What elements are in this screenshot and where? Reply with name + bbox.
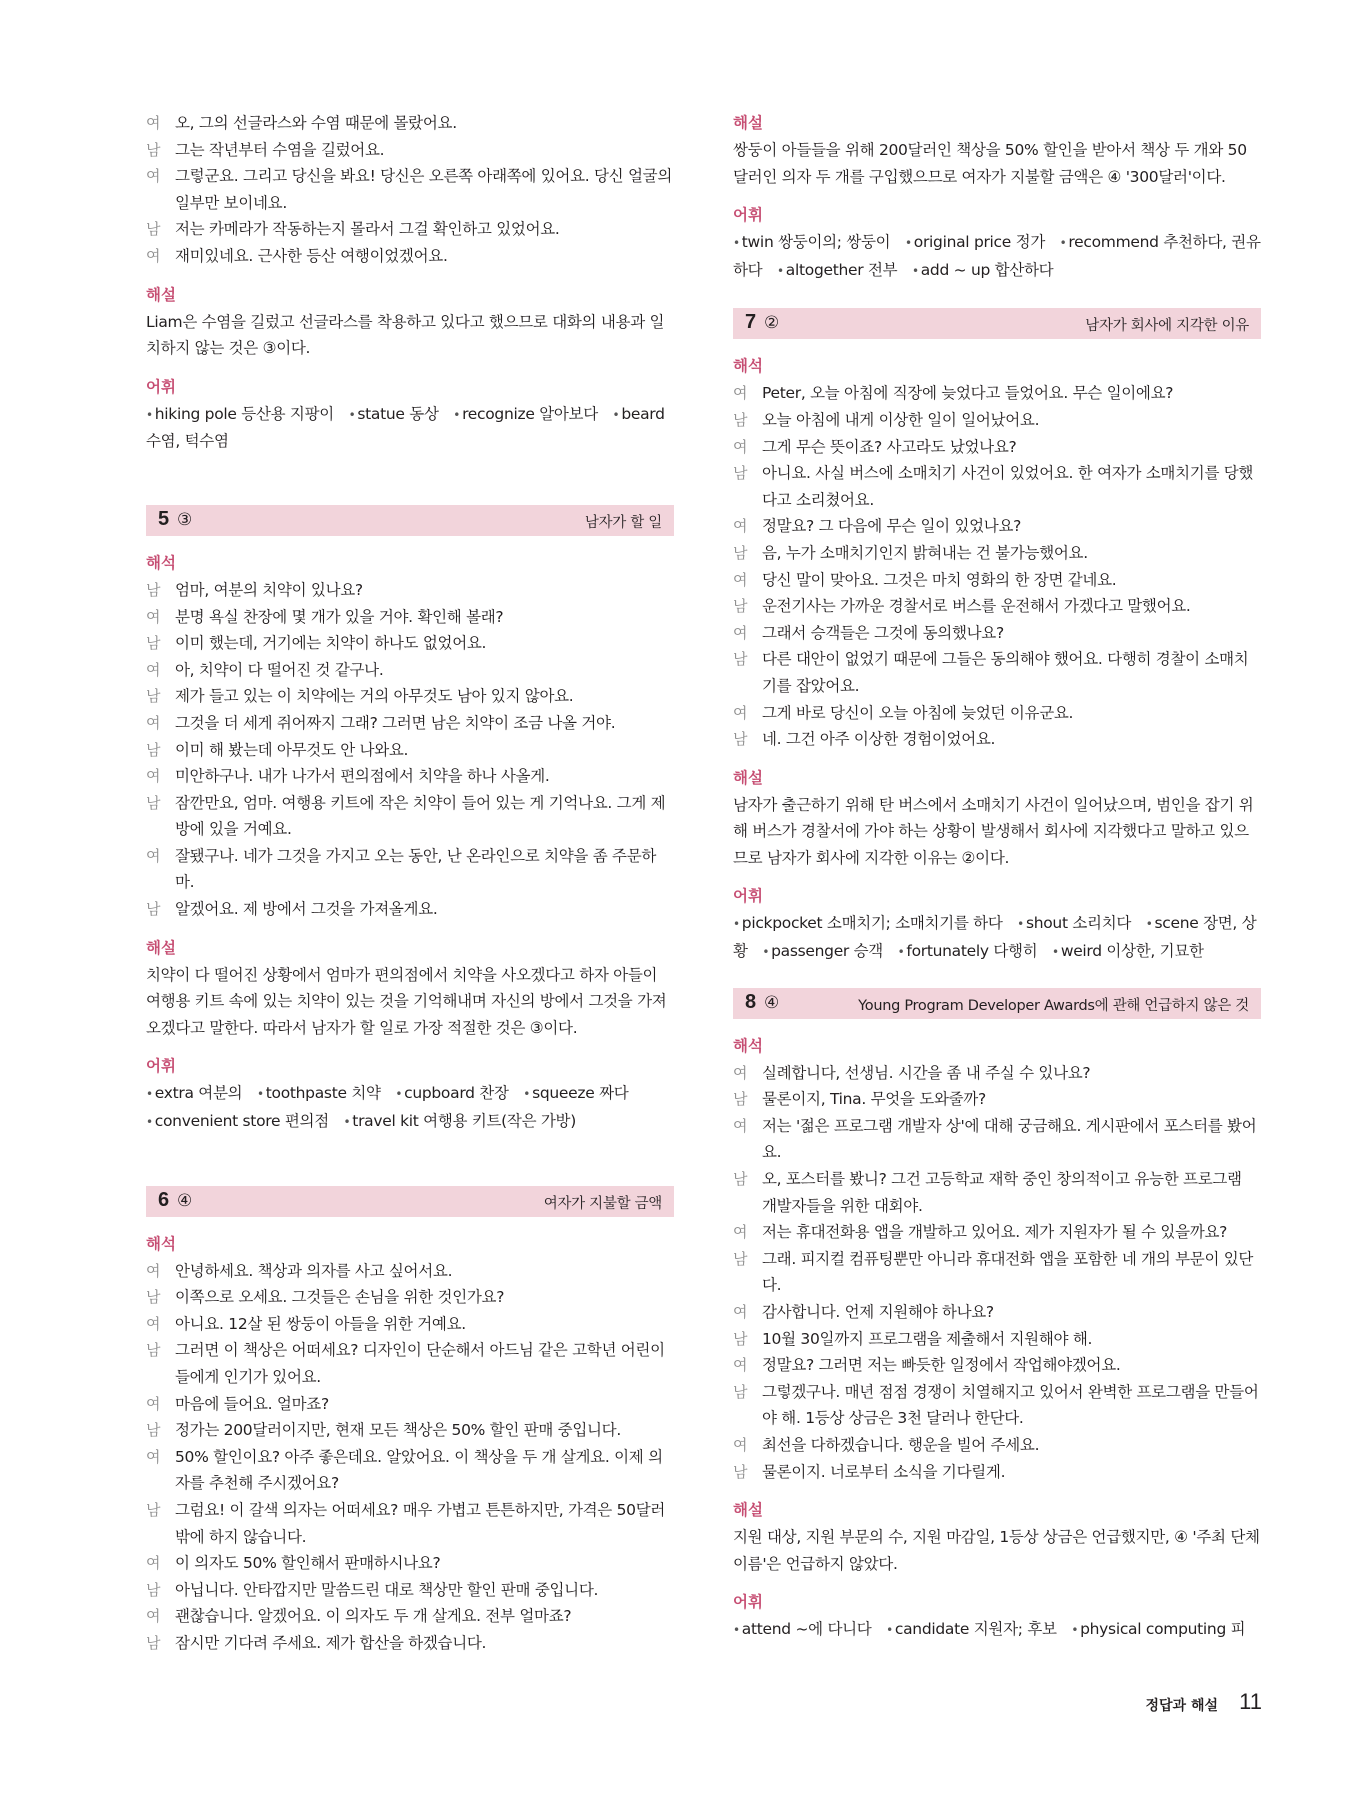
speaker: 남 [146, 900, 161, 919]
speaker: 남 [733, 730, 748, 749]
dialogue-line [733, 726, 1261, 753]
speaker: 남 [733, 543, 748, 562]
translation-label: 해석 [733, 1036, 763, 1055]
vocab-item: • pickpocket 소매치기; 소매치기를 하다 [733, 914, 1003, 933]
line-text: 그는 작년부터 수염을 길렀어요. [175, 140, 385, 159]
question-header-6 [146, 1186, 674, 1217]
line-text: 이쪽으로 오세요. 그것들은 손님을 위한 것인가요? [175, 1288, 505, 1307]
vocabulary-label: 어휘 [146, 1057, 176, 1076]
line-text: 그것을 더 세게 쥐어짜지 그래? 그러면 남은 치약이 조금 나올 거야. [175, 713, 616, 732]
translation-label: 해석 [146, 1234, 176, 1253]
explanation-label: 해설 [733, 114, 763, 132]
dialogue-line [733, 620, 1261, 647]
line-text: 그렇군요. 그리고 당신을 봐요! 당신은 오른쪽 아래쪽에 있어요. 당신 얼굴의 일부만 보이네요. [175, 167, 673, 212]
line-text: 정말요? 그 다음에 무슨 일이 있었나요? [762, 517, 1022, 536]
vocab-item: • original price 정가 [905, 233, 1045, 252]
speaker: 여 [733, 1303, 748, 1321]
line-text: 그럼요! 이 갈색 의자는 어떠세요? 매우 가볍고 튼튼하지만, 가격은 50달러밖에 하지 않습니다. [175, 1500, 666, 1546]
speaker: 남 [146, 1341, 161, 1360]
line-text: 저는 카메라가 작동하는지 몰라서 그걸 확인하고 있었어요. [175, 220, 560, 239]
vocab-item: • beard 수염, 턱수염 [146, 404, 665, 451]
answer-mark: ③ [177, 509, 193, 530]
line-text: 마음에 들어요. 얼마죠? [175, 1394, 329, 1413]
speaker: 여 [146, 1607, 161, 1626]
vocab-item: • hiking pole 등산용 지팡이 [146, 404, 334, 423]
speaker: 여 [146, 246, 161, 265]
speaker: 여 [146, 846, 161, 865]
line-text: 잠시만 기다려 주세요. 제가 합산을 하겠습니다. [175, 1633, 487, 1652]
dialogue-line [146, 683, 674, 710]
speaker: 남 [146, 1288, 161, 1307]
line-text: 네. 그건 아주 이상한 경험이었어요. [762, 730, 996, 749]
question-header-8 [733, 988, 1261, 1019]
speaker: 남 [733, 1170, 748, 1189]
speaker: 여 [733, 1356, 748, 1375]
speaker: 남 [146, 1580, 161, 1599]
vocabulary-list [733, 1616, 1261, 1644]
dialogue-line [146, 216, 674, 243]
speaker: 여 [146, 1394, 161, 1413]
speaker: 남 [733, 1249, 748, 1268]
q8-dialogue [733, 1060, 1261, 1486]
dialogue-line [733, 1432, 1261, 1459]
line-text: 음, 누가 소매치기인지 밝혀내는 건 불가능했어요. [762, 543, 1088, 562]
speaker: 남 [146, 793, 161, 812]
line-text: 오, 그의 선글라스와 수염 때문에 몰랐어요. [175, 114, 457, 132]
speaker: 남 [733, 650, 748, 669]
explanation-text: 치약이 다 떨어진 상황에서 엄마가 편의점에서 치약을 사오겠다고 하자 아들이 여행용 키트 속에 있는 치약이 있는 것을 기억해내며 자신의 방에서 그것을 가져오겠다고 말한다. 따라서 남자가 할 일로 가장 적절한 것은 ③이다. [146, 965, 667, 1037]
top-dialogue [146, 110, 674, 270]
dialogue-line [146, 1417, 674, 1444]
vocab-item: • candidate 지원자; 후보 [886, 1620, 1057, 1639]
speaker: 남 [733, 1329, 748, 1348]
vocab-item: • fortunately 다행히 [897, 942, 1038, 961]
speaker: 남 [733, 1382, 748, 1401]
vocabulary-list [733, 910, 1261, 965]
dialogue-line [733, 1246, 1261, 1299]
vocab-item: • passenger 승객 [762, 942, 883, 961]
line-text: 알겠어요. 제 방에서 그것을 가져올게요. [175, 900, 438, 919]
dialogue-line [146, 1630, 674, 1657]
dialogue-line [733, 593, 1261, 620]
line-text: 정말요? 그러면 저는 빠듯한 일정에서 작업해야겠어요. [762, 1356, 1121, 1375]
translation-label: 해석 [733, 357, 763, 376]
speaker: 여 [146, 607, 161, 626]
dialogue-line [146, 710, 674, 737]
dialogue-line [146, 790, 674, 843]
dialogue-line [733, 1326, 1261, 1353]
speaker: 여 [146, 167, 161, 186]
line-text: 물론이지. 너로부터 소식을 기다릴게. [762, 1462, 1006, 1481]
dialogue-line [733, 407, 1261, 434]
line-text: 그게 무슨 뜻이죠? 사고라도 났었나요? [762, 437, 1017, 456]
dialogue-line [146, 1497, 674, 1550]
dialogue-line [146, 1577, 674, 1604]
explanation-label: 해설 [146, 938, 176, 957]
line-text: 아니요. 12살 된 쌍둥이 아들을 위한 거예요. [175, 1314, 466, 1333]
speaker: 여 [733, 517, 748, 536]
dialogue-line [146, 1258, 674, 1285]
dialogue-line [733, 434, 1261, 461]
dialogue-line [146, 657, 674, 684]
speaker: 여 [146, 713, 161, 732]
line-text: 제가 들고 있는 이 치약에는 거의 아무것도 남아 있지 않아요. [175, 687, 574, 706]
line-text: 안녕하세요. 책상과 의자를 사고 싶어서요. [175, 1261, 453, 1280]
line-text: 아니요. 사실 버스에 소매치기 사건이 있었어요. 한 여자가 소매치기를 당했다고 소리쳤어요. [762, 464, 1254, 509]
explanation-label: 해설 [733, 1501, 763, 1520]
line-text: 그러면 이 책상은 어떠세요? 디자인이 단순해서 아드님 같은 고학년 어린이들에게 인기가 있어요. [175, 1341, 665, 1386]
speaker: 남 [146, 634, 161, 653]
q7-dialogue [733, 380, 1261, 752]
vocabulary-label: 어휘 [733, 1593, 763, 1612]
dialogue-line [733, 1219, 1261, 1246]
vocab-item: • toothpaste 치약 [256, 1084, 381, 1103]
vocab-item: • twin 쌍둥이의; 쌍둥이 [733, 233, 891, 252]
dialogue-line [733, 700, 1261, 727]
speaker: 여 [733, 384, 748, 403]
line-text: 오늘 아침에 내게 이상한 일이 일어났어요. [762, 410, 1040, 429]
question-number: 7 [745, 311, 757, 334]
explanation-label: 해설 [146, 285, 176, 304]
speaker: 남 [146, 220, 161, 239]
answer-mark: ② [764, 313, 780, 334]
line-text: 잘됐구나. 네가 그것을 가지고 오는 동안, 난 온라인으로 치약을 좀 주문하마. [175, 846, 657, 892]
left-column [146, 110, 674, 1657]
speaker: 여 [146, 660, 161, 679]
answer-mark: ④ [764, 992, 780, 1013]
dialogue-line [146, 1603, 674, 1630]
speaker: 여 [733, 570, 748, 589]
explanation-text: 지원 대상, 지원 부문의 수, 지원 마감일, 1등상 상금은 언급했지만, ④ '주최 단체 이름'은 언급하지 않았다. [733, 1528, 1260, 1573]
vocab-item: • recognize 알아보다 [453, 404, 598, 423]
dialogue-line [733, 1086, 1261, 1113]
q5-dialogue [146, 577, 674, 923]
vocab-item: • recommend 추천하다, 권유하다 [733, 233, 1261, 279]
vocabulary-list [146, 401, 674, 455]
dialogue-line [733, 646, 1261, 699]
speaker: 여 [733, 1063, 748, 1082]
dialogue-line [146, 896, 674, 923]
question-topic: 남자가 회사에 지각한 이유 [1085, 318, 1249, 335]
translation-label: 해석 [146, 553, 176, 572]
dialogue-line [733, 1352, 1261, 1379]
speaker: 여 [733, 1435, 748, 1454]
line-text: 이 의자도 50% 할인해서 판매하시나요? [175, 1554, 441, 1573]
vocab-item: • cupboard 찬장 [395, 1084, 509, 1103]
vocab-item: • add ~ up 합산하다 [911, 260, 1054, 279]
dialogue-line [146, 577, 674, 604]
speaker: 여 [733, 1223, 748, 1242]
dialogue-line [733, 1060, 1261, 1087]
speaker: 남 [146, 140, 161, 159]
line-text: 운전기사는 가까운 경찰서로 버스를 운전해서 가겠다고 말했어요. [762, 597, 1191, 616]
speaker: 남 [146, 1421, 161, 1440]
dialogue-line [733, 540, 1261, 567]
vocabulary-label: 어휘 [146, 377, 176, 396]
line-text: 재미있네요. 근사한 등산 여행이었겠어요. [175, 246, 448, 265]
dialogue-line [146, 110, 674, 137]
line-text: 다른 대안이 없었기 때문에 그들은 동의해야 했어요. 다행히 경찰이 소매치기를 잡았어요. [762, 650, 1249, 695]
dialogue-line [146, 137, 674, 164]
question-header-7 [733, 308, 1261, 339]
speaker: 남 [146, 1500, 161, 1519]
vocab-item: • extra 여분의 [146, 1084, 243, 1103]
dialogue-line [146, 1311, 674, 1338]
vocab-item: • travel kit 여행용 키트(작은 가방) [343, 1112, 576, 1131]
line-text: 분명 욕실 찬장에 몇 개가 있을 거야. 확인해 볼래? [175, 607, 504, 626]
dialogue-line [733, 1379, 1261, 1432]
line-text: 최선을 다하겠습니다. 행운을 빌어 주세요. [762, 1435, 1040, 1454]
line-text: 미안하구나. 내가 나가서 편의점에서 치약을 하나 사올게. [175, 767, 550, 786]
line-text: 아닙니다. 안타깝지만 말씀드린 대로 책상만 할인 판매 중입니다. [175, 1580, 599, 1599]
question-number: 6 [158, 1188, 170, 1211]
speaker: 남 [146, 580, 161, 599]
line-text: 저는 휴대전화용 앱을 개발하고 있어요. 제가 지원자가 될 수 있을까요? [762, 1223, 1228, 1242]
page-number: 11 [1239, 1689, 1262, 1714]
dialogue-line [733, 460, 1261, 513]
footer-section-title: 정답과 해설 [1145, 1698, 1218, 1714]
speaker: 남 [733, 410, 748, 429]
explanation-label: 해설 [733, 768, 763, 787]
question-topic: 남자가 할 일 [584, 514, 662, 531]
speaker: 여 [733, 437, 748, 456]
question-topic: 여자가 지불할 금액 [543, 1195, 662, 1212]
speaker: 남 [733, 464, 748, 483]
line-text: 10월 30일까지 프로그램을 제출해서 지원해야 해. [762, 1329, 1093, 1348]
line-text: 오, 포스터를 봤니? 그건 고등학교 재학 중인 창의적이고 유능한 프로그램 개발자들을 위한 대회야. [762, 1170, 1242, 1215]
explanation-text: Liam은 수염을 길렀고 선글라스를 착용하고 있다고 했으므로 대화의 내용과 일치하지 않는 것은 ③이다. [146, 312, 665, 358]
vocab-item: • convenient store 편의점 [146, 1112, 329, 1131]
vocab-item: • weird 이상한, 기묘한 [1052, 942, 1204, 961]
line-text: 정가는 200달러이지만, 현재 모든 책상은 50% 할인 판매 중입니다. [175, 1421, 621, 1440]
right-column [733, 110, 1261, 1644]
line-text: 실례합니다, 선생님. 시간을 좀 내 주실 수 있나요? [762, 1063, 1091, 1082]
dialogue-line [146, 1337, 674, 1390]
speaker: 여 [146, 1261, 161, 1280]
speaker: 여 [146, 1314, 161, 1333]
dialogue-line [146, 1284, 674, 1311]
vocab-item: • shout 소리치다 [1017, 914, 1132, 933]
vocab-item: • attend ~에 다니다 [733, 1620, 872, 1639]
vocab-item: • altogether 전부 [777, 260, 898, 279]
dialogue-line [733, 567, 1261, 594]
dialogue-line [146, 843, 674, 896]
speaker: 남 [146, 1633, 161, 1652]
dialogue-line [146, 163, 674, 216]
dialogue-line [733, 513, 1261, 540]
question-topic: Young Program Developer Awards에 관해 언급하지 않은 것 [858, 997, 1249, 1014]
explanation-text: 쌍둥이 아들들을 위해 200달러인 책상을 50% 할인을 받아서 책상 두 개와 50달러인 의자 두 개를 구입했으므로 여자가 지불할 금액은 ④ '300달러'이다. [733, 141, 1247, 186]
line-text: 저는 '젊은 프로그램 개발자 상'에 대해 궁금해요. 게시판에서 포스터를 봤어요. [762, 1116, 1257, 1162]
dialogue-line [146, 1550, 674, 1577]
line-text: 엄마, 여분의 치약이 있나요? [175, 580, 363, 599]
speaker: 여 [733, 1116, 748, 1135]
dialogue-line [146, 1444, 674, 1497]
vocabulary-label: 어휘 [733, 206, 763, 225]
question-number: 5 [158, 507, 170, 530]
dialogue-line [733, 1113, 1261, 1166]
vocabulary-label: 어휘 [733, 887, 763, 906]
dialogue-line [146, 630, 674, 657]
vocabulary-list [733, 229, 1261, 284]
question-header-5 [146, 505, 674, 536]
line-text: 50% 할인이요? 아주 좋은데요. 알았어요. 이 책상을 두 개 살게요. 이제 의자를 추천해 주시겠어요? [175, 1447, 663, 1493]
line-text: 이미 했는데, 거기에는 치약이 하나도 없었어요. [175, 634, 487, 653]
dialogue-line [146, 763, 674, 790]
question-number: 8 [745, 990, 757, 1013]
line-text: 당신 말이 맞아요. 그것은 마치 영화의 한 장면 같네요. [762, 570, 1117, 589]
vocabulary-list [146, 1080, 674, 1135]
speaker: 여 [146, 1554, 161, 1573]
line-text: 잠깐만요, 엄마. 여행용 키트에 작은 치약이 들어 있는 게 기억나요. 그게 제 방에 있을 거예요. [175, 793, 666, 839]
speaker: 여 [733, 703, 748, 722]
speaker: 남 [146, 687, 161, 706]
answer-mark: ④ [177, 1190, 193, 1211]
vocab-item: • statue 동상 [348, 404, 439, 423]
dialogue-line [733, 1459, 1261, 1486]
dialogue-line [733, 1166, 1261, 1219]
vocab-item: • physical computing 피 [1071, 1620, 1246, 1639]
vocab-item: • scene 장면, 상황 [733, 914, 1257, 961]
dialogue-line [146, 1391, 674, 1418]
speaker: 여 [733, 623, 748, 642]
page-footer [1145, 1689, 1262, 1719]
dialogue-line [146, 243, 674, 270]
dialogue-line [146, 737, 674, 764]
speaker: 여 [146, 1447, 161, 1466]
dialogue-line [733, 380, 1261, 407]
speaker: 여 [146, 767, 161, 786]
speaker: 남 [146, 740, 161, 759]
dialogue-line [146, 604, 674, 631]
speaker: 남 [733, 1090, 748, 1109]
speaker: 여 [146, 114, 161, 132]
line-text: 그게 바로 당신이 오늘 아침에 늦었던 이유군요. [762, 703, 1074, 722]
line-text: 감사합니다. 언제 지원해야 하나요? [762, 1303, 994, 1321]
q6-dialogue [146, 1258, 674, 1657]
line-text: 물론이지, Tina. 무엇을 도와줄까? [762, 1090, 986, 1109]
line-text: 그래. 피지컬 컴퓨팅뿐만 아니라 휴대전화 앱을 포함한 네 개의 부문이 있단다. [762, 1249, 1254, 1295]
vocab-item: • squeeze 짜다 [523, 1084, 629, 1103]
line-text: 그렇겠구나. 매년 점점 경쟁이 치열해지고 있어서 완벽한 프로그램을 만들어야 해. 1등상 상금은 3천 달러나 한단다. [762, 1382, 1259, 1428]
speaker: 남 [733, 1462, 748, 1481]
dialogue-line [733, 1299, 1261, 1326]
line-text: 이미 해 봤는데 아무것도 안 나와요. [175, 740, 409, 759]
line-text: 아, 치약이 다 떨어진 것 같구나. [175, 660, 384, 679]
speaker: 남 [733, 597, 748, 616]
line-text: 괜찮습니다. 알겠어요. 이 의자도 두 개 살게요. 전부 얼마죠? [175, 1607, 572, 1626]
line-text: Peter, 오늘 아침에 직장에 늦었다고 들었어요. 무슨 일이에요? [762, 384, 1174, 403]
explanation-text: 남자가 출근하기 위해 탄 버스에서 소매치기 사건이 일어났으며, 범인을 잡기 위해 버스가 경찰서에 가야 하는 상황이 발생해서 회사에 지각했다고 말하고 있으므로 남자가 회사에 지각한 이유는 ②이다. [733, 795, 1254, 867]
line-text: 그래서 승객들은 그것에 동의했나요? [762, 623, 1004, 642]
